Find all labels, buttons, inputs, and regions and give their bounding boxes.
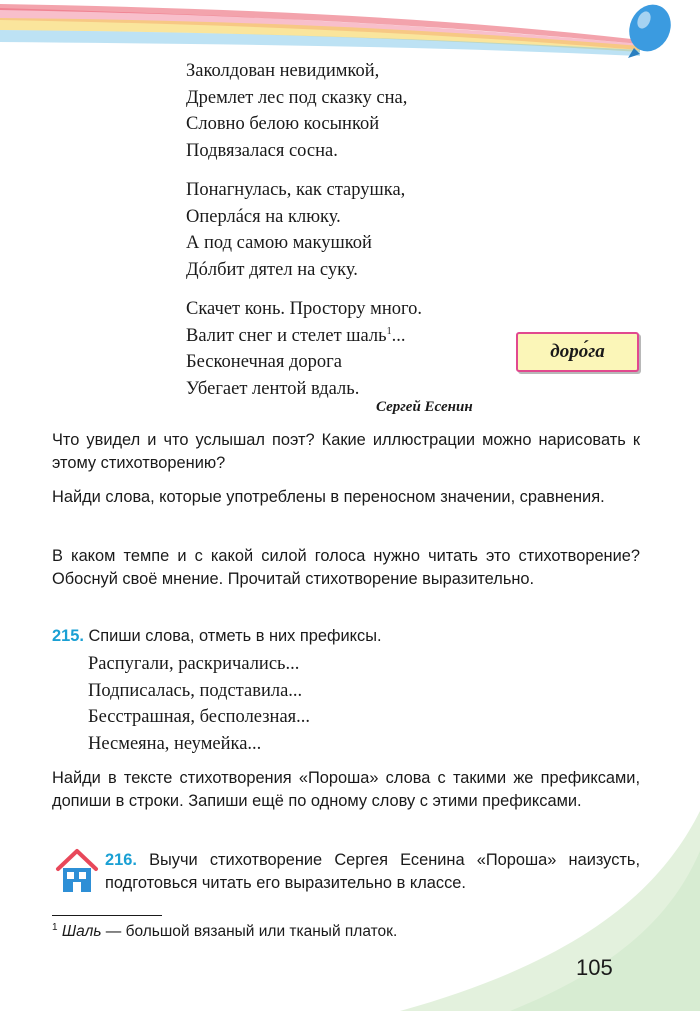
poem-line-with-footnote	[186, 323, 422, 350]
poem-line: Заколдован невидимкой,	[186, 61, 380, 81]
poem-line: Подвязалася сосна.	[186, 140, 338, 161]
footnote-number: 1	[52, 921, 58, 933]
corner-decoration	[280, 811, 700, 1011]
list-item: Бесстрашная, бесполезная...	[88, 707, 311, 727]
poem-line: Убегает лентой вдаль.	[186, 378, 360, 399]
poem-author: Сергей Есенин	[376, 399, 473, 415]
poem-ellipsis: ...	[391, 325, 406, 346]
task-text: Выучи стихотворение Сергея Есенина «Пороша» наизусть, подготовься читать его выразительно в классе.	[105, 851, 640, 892]
house-icon	[54, 847, 100, 895]
footnote-mark: 1	[386, 325, 392, 337]
list-item: Несмеяна, неумейка...	[88, 733, 262, 754]
poem-line-text: Валит снег и стелет шаль	[186, 325, 387, 346]
list-item: Подписалась, подставила...	[88, 680, 303, 701]
vocabulary-word-box	[516, 332, 639, 372]
poem-line: Дóлбит дятел на суку.	[186, 259, 358, 280]
task-text: Спиши слова, отметь в них префиксы.	[88, 627, 382, 645]
task-216	[105, 849, 640, 895]
vocabulary-word: доро́га	[550, 341, 605, 362]
poem-stanza-2	[186, 177, 422, 283]
task-215	[52, 625, 642, 648]
question-paragraph: Что увидел и что услышал поэт? Какие иллюстрации можно нарисовать к этому стихотворению?	[52, 431, 640, 472]
poem-line: Бесконечная дорога	[186, 352, 342, 372]
question-paragraph: Найди слова, которые употреблены в переносном значении, сравнения.	[52, 488, 605, 506]
task-number: 215.	[52, 627, 84, 645]
page-number: 105	[576, 955, 613, 980]
poem-line: Оперлáся на клюку.	[186, 206, 341, 227]
footnote-term: Шаль	[61, 923, 102, 940]
word-list	[88, 651, 310, 757]
poem-stanza-3	[186, 296, 422, 402]
footnote-divider	[52, 915, 162, 916]
poem-line: Дремлет лес под сказку сна,	[186, 87, 408, 108]
question-paragraph: В каком темпе и с какой силой голоса нужно читать это стихотворение? Обоснуй своё мнение. Прочитай стихотворение выразительно.	[52, 547, 640, 588]
poem-line: Словно белою косынкой	[186, 114, 380, 134]
list-item: Распугали, раскричались...	[88, 654, 300, 674]
poem-stanza-1	[186, 58, 422, 164]
footnote-definition: — большой вязаный или тканый платок.	[101, 923, 398, 940]
poem-line: А под самою макушкой	[186, 233, 372, 253]
poem-line: Скачет конь. Простору много.	[186, 299, 422, 319]
task-instruction: Найди в тексте стихотворения «Пороша» слова с такими же префиксами, допиши в строки. Запиши ещё по одному слову с этими префиксами.	[52, 769, 640, 810]
poem-line: Понагнулась, как старушка,	[186, 180, 406, 200]
task-number: 216.	[105, 851, 137, 869]
footnote	[52, 922, 397, 942]
poem	[186, 58, 422, 415]
